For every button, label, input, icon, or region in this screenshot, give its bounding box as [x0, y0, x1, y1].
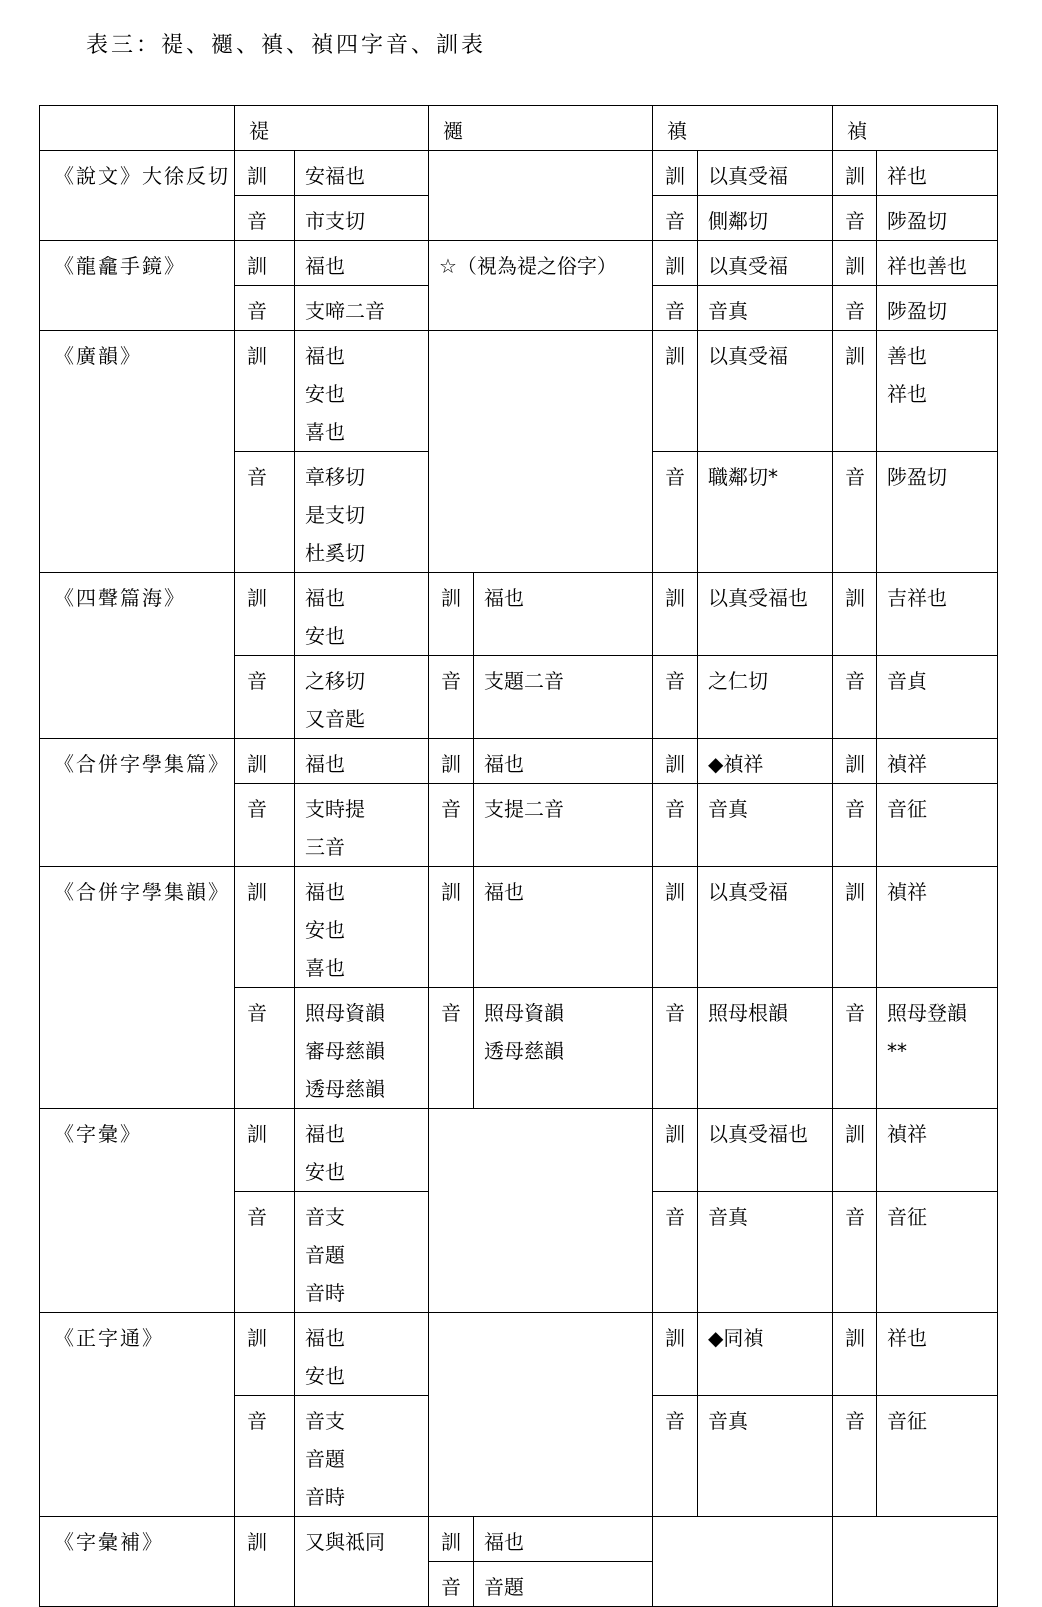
yin-label: 音 [653, 196, 698, 241]
yin-label: 音 [235, 1396, 295, 1517]
c1-xun-cell-line: 安也 [305, 1160, 345, 1184]
yin-label: 音 [235, 988, 295, 1109]
c2-yin-cell [474, 988, 653, 1109]
table-row [40, 331, 998, 452]
table-row [40, 1109, 998, 1192]
c1-xun-cell-line: 安也 [305, 1364, 345, 1388]
c2-xun-cell-line: 福也 [484, 586, 524, 610]
c3-yin-cell [698, 656, 833, 739]
xun-label: 訓 [235, 739, 295, 784]
xun-label: 訓 [235, 1313, 295, 1396]
xun-label: 訓 [653, 331, 698, 452]
c4-yin-cell [877, 988, 998, 1109]
xun-label: 訓 [653, 573, 698, 656]
c1-yin-cell [295, 988, 429, 1109]
xun-label: 訓 [235, 331, 295, 452]
c1-yin-cell-line: 音時 [305, 1281, 345, 1305]
c1-xun-cell [295, 1313, 429, 1396]
source-cell: 《正字通》 [40, 1313, 235, 1517]
c1-xun-cell-line: 福也 [305, 1122, 345, 1146]
c2-note-cell: ☆（視為禔之俗字） [429, 241, 653, 331]
c1-xun-cell [295, 331, 429, 452]
c1-yin-cell-line: 音支 [305, 1205, 345, 1229]
header-char-1: 禔 [235, 106, 429, 151]
source-cell: 《四聲篇海》 [40, 573, 235, 739]
c1-yin-cell-line: 是支切 [305, 503, 365, 527]
c1-yin-cell-line: 音時 [305, 1485, 345, 1509]
c1-yin-cell-line: 之移切 [305, 669, 365, 693]
c3-yin-cell-line: 音真 [708, 1409, 748, 1433]
xun-label: 訓 [235, 1517, 295, 1607]
source-cell: 《字彙補》 [40, 1517, 235, 1607]
c1-xun-cell-line: 福也 [305, 254, 345, 278]
yin-label: 音 [833, 286, 877, 331]
xun-label: 訓 [833, 331, 877, 452]
xun-label: 訓 [833, 867, 877, 988]
c1-yin-cell-line: 章移切 [305, 465, 365, 489]
xun-label: 訓 [429, 739, 474, 784]
c1-xun-cell-line: 安福也 [305, 164, 365, 188]
c3-yin-cell-line: 音真 [708, 797, 748, 821]
c3-yin-cell-line: 職鄰切* [708, 465, 778, 489]
c1-yin-cell [295, 656, 429, 739]
source-cell: 《合併字學集韻》 [40, 867, 235, 1109]
table-row [40, 241, 998, 286]
yin-label: 音 [429, 988, 474, 1109]
xun-label: 訓 [653, 1109, 698, 1192]
c1-yin-cell-line: 支啼二音 [305, 299, 385, 323]
c1-yin-cell-line: 音題 [305, 1243, 345, 1267]
c3-xun-cell-line: 以真受福也 [708, 1122, 808, 1146]
c4-xun-cell-line: 祥也 [887, 164, 927, 188]
c2-yin-cell [474, 1562, 653, 1607]
c2-empty-cell [429, 1313, 653, 1517]
header-row [40, 106, 998, 151]
header-char-2: 禵 [429, 106, 653, 151]
source-cell: 《合併字學集篇》 [40, 739, 235, 867]
c1-yin-cell [295, 452, 429, 573]
c4-xun-cell [877, 573, 998, 656]
c3-yin-cell-line: 音真 [708, 299, 748, 323]
c3-xun-cell-line: 以真受福 [708, 344, 788, 368]
yin-label: 音 [653, 656, 698, 739]
table-row [40, 151, 998, 196]
xun-label: 訓 [653, 151, 698, 196]
c3-yin-cell-line: 之仁切 [708, 669, 768, 693]
c4-empty-cell [833, 1517, 998, 1607]
c4-yin-cell-line: 音貞 [887, 669, 927, 693]
c1-xun-cell-line: 喜也 [305, 420, 345, 444]
page-title: 表三：禔、禵、禛、禎四字音、訓表 [86, 33, 487, 58]
c4-yin-cell-line: 音征 [887, 1409, 927, 1433]
c4-xun-cell-line: 禎祥 [887, 1122, 927, 1146]
c1-xun-cell-line: 福也 [305, 586, 345, 610]
c1-yin-cell-line: 三音 [305, 835, 345, 859]
yin-label: 音 [833, 1396, 877, 1517]
c4-xun-cell-line: 祥也 [887, 382, 927, 406]
c4-yin-cell-line: 陟盈切 [887, 299, 947, 323]
yin-label: 音 [235, 1192, 295, 1313]
table-row [40, 739, 998, 784]
xun-label: 訓 [653, 867, 698, 988]
c2-xun-cell [474, 573, 653, 656]
c1-yin-cell [295, 784, 429, 867]
c4-yin-cell [877, 1396, 998, 1517]
c3-xun-cell-line: 以真受福 [708, 880, 788, 904]
c2-yin-cell-line: 照母資韻 [484, 1001, 564, 1025]
c3-xun-cell-line: 以真受福 [708, 164, 788, 188]
c4-xun-cell [877, 241, 998, 286]
header-char-3: 禛 [653, 106, 833, 151]
source-cell: 《廣韻》 [40, 331, 235, 573]
c1-xun-cell [295, 739, 429, 784]
c4-xun-cell [877, 151, 998, 196]
c1-yin-cell-line: 又音匙 [305, 707, 365, 731]
c1-yin-cell-line: 支時提 [305, 797, 365, 821]
sound-gloss-table [39, 105, 998, 1607]
c3-xun-cell-line: ◆同禎 [708, 1326, 764, 1350]
source-cell: 《字彙》 [40, 1109, 235, 1313]
yin-label: 音 [653, 1192, 698, 1313]
table-row [40, 867, 998, 988]
header-empty-cell [40, 106, 235, 151]
yin-label: 音 [653, 784, 698, 867]
c4-xun-cell [877, 1109, 998, 1192]
yin-label: 音 [235, 452, 295, 573]
source-cell: 《龍龕手鏡》 [40, 241, 235, 331]
c3-yin-cell-line: 側鄰切 [708, 209, 768, 233]
c1-yin-cell-line: 透母慈韻 [305, 1077, 385, 1101]
c3-yin-cell [698, 286, 833, 331]
yin-label: 音 [833, 452, 877, 573]
c2-xun-cell-line: 福也 [484, 880, 524, 904]
c2-yin-cell [474, 656, 653, 739]
c4-yin-cell [877, 286, 998, 331]
xun-label: 訓 [833, 241, 877, 286]
c2-yin-cell-line: 音題 [484, 1575, 524, 1599]
c4-xun-cell-line: 吉祥也 [887, 586, 947, 610]
yin-label: 音 [429, 1562, 474, 1607]
c3-empty-cell [653, 1517, 833, 1607]
c4-xun-cell [877, 331, 998, 452]
c3-xun-cell [698, 151, 833, 196]
c1-yin-cell-line: 照母資韻 [305, 1001, 385, 1025]
c3-xun-cell [698, 331, 833, 452]
c1-yin-cell [295, 286, 429, 331]
c2-yin-cell-line: 透母慈韻 [484, 1039, 564, 1063]
xun-label: 訓 [833, 151, 877, 196]
c1-yin-cell [295, 1192, 429, 1313]
c1-xun-cell-line: 福也 [305, 344, 345, 368]
c4-xun-cell-line: 禎祥 [887, 880, 927, 904]
c4-yin-cell-line: 音征 [887, 1205, 927, 1229]
c1-xun-cell-line: 安也 [305, 382, 345, 406]
yin-label: 音 [833, 988, 877, 1109]
xun-label: 訓 [429, 867, 474, 988]
c2-xun-cell [474, 867, 653, 988]
c4-xun-cell-line: 祥也善也 [887, 254, 967, 278]
xun-label: 訓 [833, 1109, 877, 1192]
xun-label: 訓 [653, 739, 698, 784]
c2-yin-cell-line: 支提二音 [484, 797, 564, 821]
c3-xun-cell-line: ◆禎祥 [708, 752, 764, 776]
c4-yin-cell-line: 音征 [887, 797, 927, 821]
c4-xun-cell-line: 祥也 [887, 1326, 927, 1350]
c4-xun-cell [877, 867, 998, 988]
c3-yin-cell [698, 196, 833, 241]
c3-xun-cell [698, 1109, 833, 1192]
c2-empty-cell [429, 331, 653, 573]
c3-yin-cell [698, 988, 833, 1109]
c1-xun-cell [295, 573, 429, 656]
xun-label: 訓 [833, 573, 877, 656]
c1-yin-cell-line: 審母慈韻 [305, 1039, 385, 1063]
c1-yin-cell [295, 1396, 429, 1517]
c1-xun-cell-line: 安也 [305, 624, 345, 648]
c1-xun-cell-line: 安也 [305, 918, 345, 942]
xun-label: 訓 [235, 867, 295, 988]
c3-xun-cell-line: 以真受福也 [708, 586, 808, 610]
source-cell: 《說文》大徐反切 [40, 151, 235, 241]
table-row [40, 1313, 998, 1396]
c3-xun-cell [698, 241, 833, 286]
c1-yin-cell-line: 音支 [305, 1409, 345, 1433]
xun-label: 訓 [833, 739, 877, 784]
yin-label: 音 [653, 286, 698, 331]
c4-xun-cell-line: 禎祥 [887, 752, 927, 776]
yin-label: 音 [833, 656, 877, 739]
c4-yin-cell-line: 陟盈切 [887, 209, 947, 233]
c1-yin-cell-line: 杜奚切 [305, 541, 365, 565]
c3-yin-cell-line: 照母根韻 [708, 1001, 788, 1025]
xun-label: 訓 [235, 1109, 295, 1192]
c3-yin-cell [698, 452, 833, 573]
yin-label: 音 [235, 784, 295, 867]
c2-xun-cell [474, 739, 653, 784]
yin-label: 音 [833, 784, 877, 867]
c1-xun-cell [295, 1109, 429, 1192]
xun-label: 訓 [429, 573, 474, 656]
c1-xun-cell [295, 151, 429, 196]
xun-label: 訓 [235, 151, 295, 196]
xun-label: 訓 [235, 241, 295, 286]
c1-yin-cell-line: 市支切 [305, 209, 365, 233]
c2-yin-cell [474, 784, 653, 867]
c2-empty-cell [429, 1109, 653, 1313]
xun-label: 訓 [235, 573, 295, 656]
c1-xun-cell-line: 福也 [305, 880, 345, 904]
c1-xun-cell [295, 241, 429, 286]
xun-label: 訓 [833, 1313, 877, 1396]
xun-label: 訓 [653, 241, 698, 286]
c1-xun-cell-line: 又與祗同 [305, 1530, 385, 1554]
c4-yin-cell [877, 452, 998, 573]
c4-yin-cell [877, 196, 998, 241]
xun-label: 訓 [429, 1517, 474, 1562]
table-row [40, 1517, 998, 1562]
c2-xun-cell-line: 福也 [484, 752, 524, 776]
yin-label: 音 [235, 286, 295, 331]
c4-yin-cell-line: 照母登韻 [887, 1001, 967, 1025]
c3-xun-cell [698, 867, 833, 988]
c1-yin-cell-line: 音題 [305, 1447, 345, 1471]
yin-label: 音 [235, 196, 295, 241]
yin-label: 音 [429, 784, 474, 867]
c3-yin-cell-line: 音真 [708, 1205, 748, 1229]
c2-yin-cell-line: 支題二音 [484, 669, 564, 693]
yin-label: 音 [653, 452, 698, 573]
c4-yin-cell-line: 陟盈切 [887, 465, 947, 489]
c4-xun-cell [877, 739, 998, 784]
yin-label: 音 [653, 988, 698, 1109]
table-row [40, 573, 998, 656]
c3-yin-cell [698, 784, 833, 867]
c4-yin-cell [877, 1192, 998, 1313]
header-char-4: 禎 [833, 106, 998, 151]
c3-xun-cell [698, 573, 833, 656]
yin-label: 音 [833, 196, 877, 241]
c2-xun-cell-line: 福也 [484, 1530, 524, 1554]
c3-yin-cell [698, 1192, 833, 1313]
yin-label: 音 [235, 656, 295, 739]
yin-label: 音 [653, 1396, 698, 1517]
c4-yin-cell [877, 784, 998, 867]
c4-xun-cell-line: 善也 [887, 344, 927, 368]
c4-yin-cell-line: ** [887, 1039, 907, 1063]
yin-label: 音 [429, 656, 474, 739]
c4-yin-cell [877, 656, 998, 739]
c2-empty-cell [429, 151, 653, 241]
c1-xun-cell-line: 福也 [305, 1326, 345, 1350]
c1-xun-cell [295, 867, 429, 988]
c3-yin-cell [698, 1396, 833, 1517]
c2-xun-cell [474, 1517, 653, 1562]
c3-xun-cell [698, 739, 833, 784]
c1-xun-cell [295, 1517, 429, 1607]
xun-label: 訓 [653, 1313, 698, 1396]
yin-label: 音 [833, 1192, 877, 1313]
c3-xun-cell [698, 1313, 833, 1396]
c1-xun-cell-line: 喜也 [305, 956, 345, 980]
c1-xun-cell-line: 福也 [305, 752, 345, 776]
c4-xun-cell [877, 1313, 998, 1396]
c3-xun-cell-line: 以真受福 [708, 254, 788, 278]
c1-yin-cell [295, 196, 429, 241]
